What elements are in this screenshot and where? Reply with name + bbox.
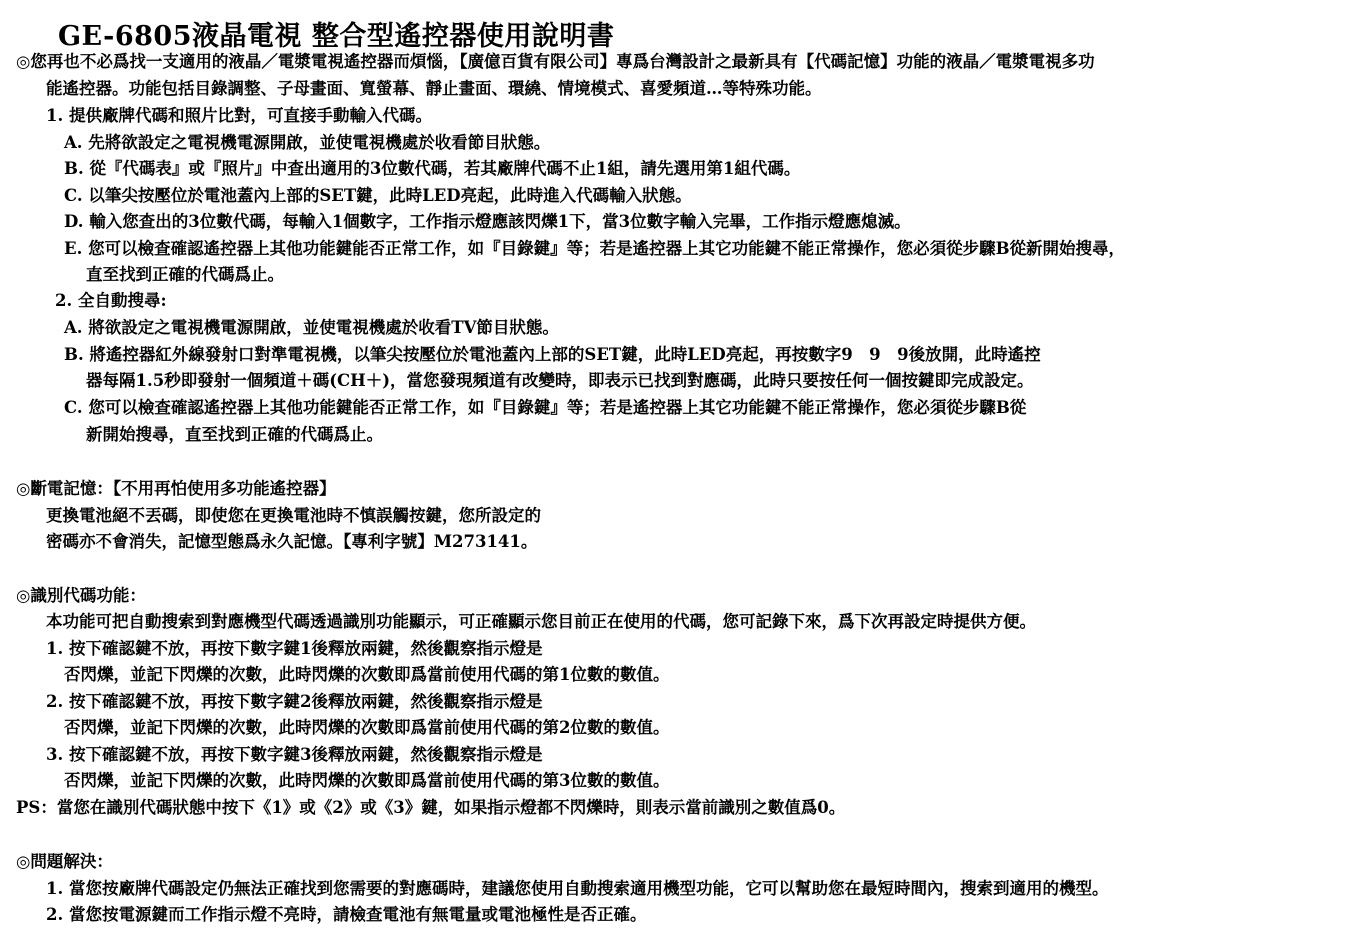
identify-step-continued: 否閃爍，並記下閃爍的次數，此時閃爍的次數即爲當前使用代碼的第1位數的數值。 <box>64 665 670 684</box>
step-item: A. 將欲設定之電視機電源開啟，並使電視機處於收看TV節目狀態。 <box>64 318 559 337</box>
section-heading-troubleshooting: ◎問題解決： <box>16 852 113 871</box>
identify-step: 1. 按下確認鍵不放，再按下數字鍵1後釋放兩鍵，然後觀察指示燈是 <box>46 639 543 658</box>
document-title: GE-6805液晶電視 整合型遙控器使用說明書 <box>58 21 615 52</box>
step-item: E. 您可以檢查確認遙控器上其他功能鍵能否正常工作，如『目錄鍵』等；若是遙控器上其它功能鍵不能正常操作，您必須從步驟B從新開始搜尋， <box>64 239 1126 258</box>
step-item: A. 先將欲設定之電視機電源開啟，並使電視機處於收看節目狀態。 <box>64 133 551 152</box>
intro-line: 能遙控器。功能包括目錄調整、子母畫面、寬螢幕、靜止畫面、環繞、情境模式、喜愛頻道…等特殊功能。 <box>46 79 822 98</box>
section-heading-memory: ◎斷電記憶：【不用再怕使用多功能遙控器】 <box>16 479 336 498</box>
identify-line: 本功能可把自動搜索到對應機型代碼透過識別功能顯示，可正確顯示您目前正在使用的代碼，您可記錄下來，爲下次再設定時提供方便。 <box>46 612 1036 631</box>
step-item-continued: 器每隔1.5秒即發射一個頻道＋碼(CH＋)，當您發現頻道有改變時，即表示已找到對應碼，此時只要按任何一個按鍵即完成設定。 <box>86 371 1034 390</box>
identify-step-continued: 否閃爍，並記下閃爍的次數，此時閃爍的次數即爲當前使用代碼的第2位數的數值。 <box>64 718 670 737</box>
intro-line: ◎您再也不必爲找一支適用的液晶／電漿電視遙控器而煩惱，【廣億百貨有限公司】專爲台灣設計之最新具有【代碼記憶】功能的液晶／電漿電視多功 <box>16 52 1095 71</box>
step-item-continued: 新開始搜尋，直至找到正確的代碼爲止。 <box>86 425 383 444</box>
section-heading-auto-search: 2. 全自動搜尋: <box>55 291 167 310</box>
step-item: D. 輸入您查出的3位數代碼，每輸入1個數字，工作指示燈應該閃爍1下，當3位數字輸入完畢，工作指示燈應熄滅。 <box>64 212 911 231</box>
step-item: C. 以筆尖按壓位於電池蓋內上部的SET鍵，此時LED亮起，此時進入代碼輸入狀態。 <box>64 186 692 205</box>
identify-step: 2. 按下確認鍵不放，再按下數字鍵2後釋放兩鍵，然後觀察指示燈是 <box>46 692 543 711</box>
step-item: B. 將遙控器紅外線發射口對準電視機，以筆尖按壓位於電池蓋內上部的SET鍵，此時LED亮起，再按數字9 9 9後放開，此時遙控 <box>64 345 1041 364</box>
step-item-continued: 直至找到正確的代碼爲止。 <box>86 265 284 284</box>
step-item: C. 您可以檢查確認遙控器上其他功能鍵能否正常工作，如『目錄鍵』等；若是遙控器上其它功能鍵不能正常操作，您必須從步驟B從 <box>64 398 1027 417</box>
troubleshooting-item: 2. 當您按電源鍵而工作指示燈不亮時，請檢查電池有無電量或電池極性是否正確。 <box>46 905 647 924</box>
identify-step: 3. 按下確認鍵不放，再按下數字鍵3後釋放兩鍵，然後觀察指示燈是 <box>46 745 543 764</box>
identify-step-continued: 否閃爍，並記下閃爍的次數，此時閃爍的次數即爲當前使用代碼的第3位數的數值。 <box>64 771 670 790</box>
step-item: B. 從『代碼表』或『照片』中查出適用的3位數代碼，若其廠牌代碼不止1組，請先選用第1組代碼。 <box>64 159 801 178</box>
memory-line: 密碼亦不會消失，記憶型態爲永久記憶。【專利字號】M273141。 <box>46 532 538 551</box>
section-heading-manual-input: 1. 提供廠牌代碼和照片比對，可直接手動輸入代碼。 <box>46 106 432 125</box>
ps-note: PS：當您在識別代碼狀態中按下《1》或《2》或《3》鍵，如果指示燈都不閃爍時，則表示當前識別之數值爲0。 <box>16 798 846 817</box>
section-heading-identify: ◎識別代碼功能： <box>16 586 146 605</box>
memory-line: 更換電池絕不丟碼，即使您在更換電池時不慎誤觸按鍵，您所設定的 <box>46 506 541 525</box>
troubleshooting-item: 1. 當您按廠牌代碼設定仍無法正確找到您需要的對應碼時，建議您使用自動搜索適用機型功能，它可以幫助您在最短時間內，搜索到適用的機型。 <box>46 879 1109 898</box>
